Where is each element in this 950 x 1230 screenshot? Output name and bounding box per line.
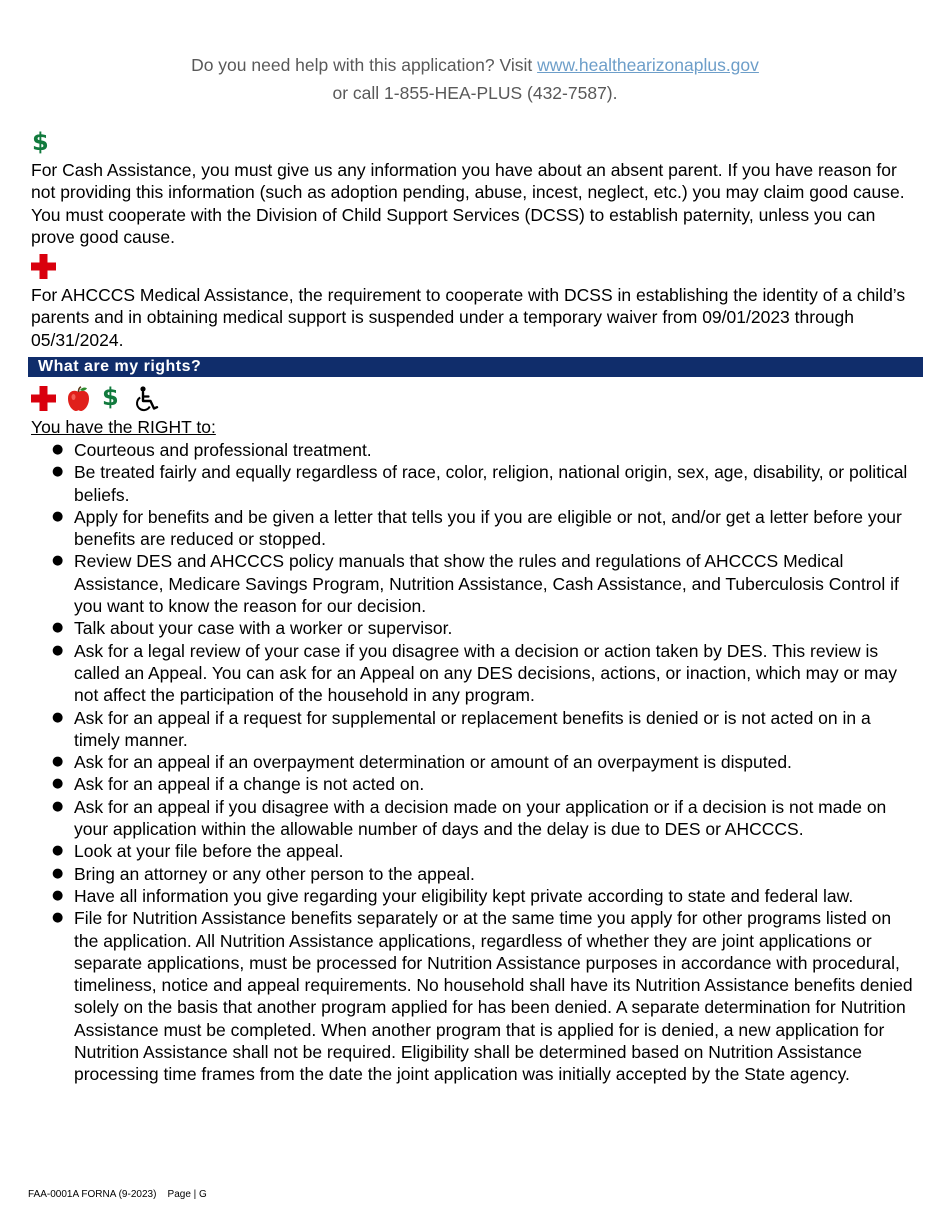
list-item: ● Ask for an appeal if a request for supplemental or replacement benefits is denied or is not acted on in a timely manner. [52,707,918,752]
list-item: ● Ask for an appeal if a change is not acted on. [52,773,918,795]
rights-list [52,439,918,1086]
page-footer [28,1189,207,1200]
apple-icon [66,386,91,412]
list-item: ● Courteous and professional treatment. [52,439,918,461]
list-item: ● Ask for an appeal if you disagree with a decision made on your application or if a decision is not made on your application within the allowable number of days and the delay is due to DES or AHCCCS. [52,796,918,841]
list-item: ● Ask for an appeal if an overpayment determination or amount of an overpayment is disputed. [52,751,918,773]
medical-assistance-paragraph: For AHCCCS Medical Assistance, the requirement to cooperate with DCSS in establishing the identity of a child’s parents and in obtaining medical support is suspended under a temporary waiver from 09/01/2023 through 05/31/2024. [31,285,906,350]
page-number: Page | G [167,1189,207,1200]
list-item: ● Look at your file before the appeal. [52,840,918,862]
help-banner [0,51,950,107]
cash-assistance-paragraph: For Cash Assistance, you must give us any information you have about an absent parent. If you have reason for not providing this information (such as adoption pending, abuse, incest, neglect, etc.) you may claim good cause. You must cooperate with the Division of Child Support Services (DCSS) to establish paternity, unless you can prove good cause. [31,160,905,247]
dollar-icon: $ [102,383,119,411]
list-item: ● File for Nutrition Assistance benefits separately or at the same time you apply for other programs listed on the application. All Nutrition Assistance applications, regardless of whether they are joint applications or separate applications, must be processed for Nutrition Assistance purposes in accordance with procedural, timeliness, notice and appeal requirements. No household shall have its Nutrition Assistance benefits denied solely on the basis that another program applied for has been denied. A separate determination for Nutrition Assistance must be completed. When another program that is applied for is denied, a new application for Nutrition Assistance shall not be required. Eligibility shall be determined based on Nutrition Assistance processing time frames from the date the joint application was initially accepted by the State agency. [52,907,918,1085]
accessibility-icon [135,386,159,412]
rights-section-heading: What are my rights? [28,357,923,377]
help-phone-line: or call 1-855-HEA-PLUS (432-7587). [332,83,618,103]
list-item: ● Apply for benefits and be given a letter that tells you if you are eligible or not, and/or get a letter before your benefits are reduced or stopped. [52,506,918,551]
help-website-link[interactable]: www.healthearizonaplus.gov [537,55,759,75]
list-item: ● Have all information you give regarding your eligibility kept private according to state and federal law. [52,885,918,907]
list-item: ● Ask for a legal review of your case if you disagree with a decision or action taken by DES. This review is called an Appeal. You can ask for an Appeal on any DES decisions, actions, or inaction, which may or may not affect the participation of the household in any program. [52,640,918,707]
dollar-icon: $ [32,128,49,156]
red-cross-icon [31,254,56,279]
list-item: ● Review DES and AHCCCS policy manuals that show the rules and regulations of AHCCCS Medical Assistance, Medicare Savings Program, Nutrition Assistance, Cash Assistance, and Tuberculosis Control if you want to know the reason for our decision. [52,550,918,617]
list-item: ● Be treated fairly and equally regardless of race, color, religion, national origin, sex, age, disability, or political beliefs. [52,461,918,506]
help-line-1 [0,51,950,79]
list-item: ● Bring an attorney or any other person to the appeal. [52,863,918,885]
form-id: FAA-0001A FORNA (9-2023) [28,1189,157,1200]
help-text: Do you need help with this application? Visit [191,55,538,75]
rights-intro: You have the RIGHT to: [31,417,216,437]
list-item: ● Talk about your case with a worker or supervisor. [52,617,918,639]
red-cross-icon [31,386,56,411]
